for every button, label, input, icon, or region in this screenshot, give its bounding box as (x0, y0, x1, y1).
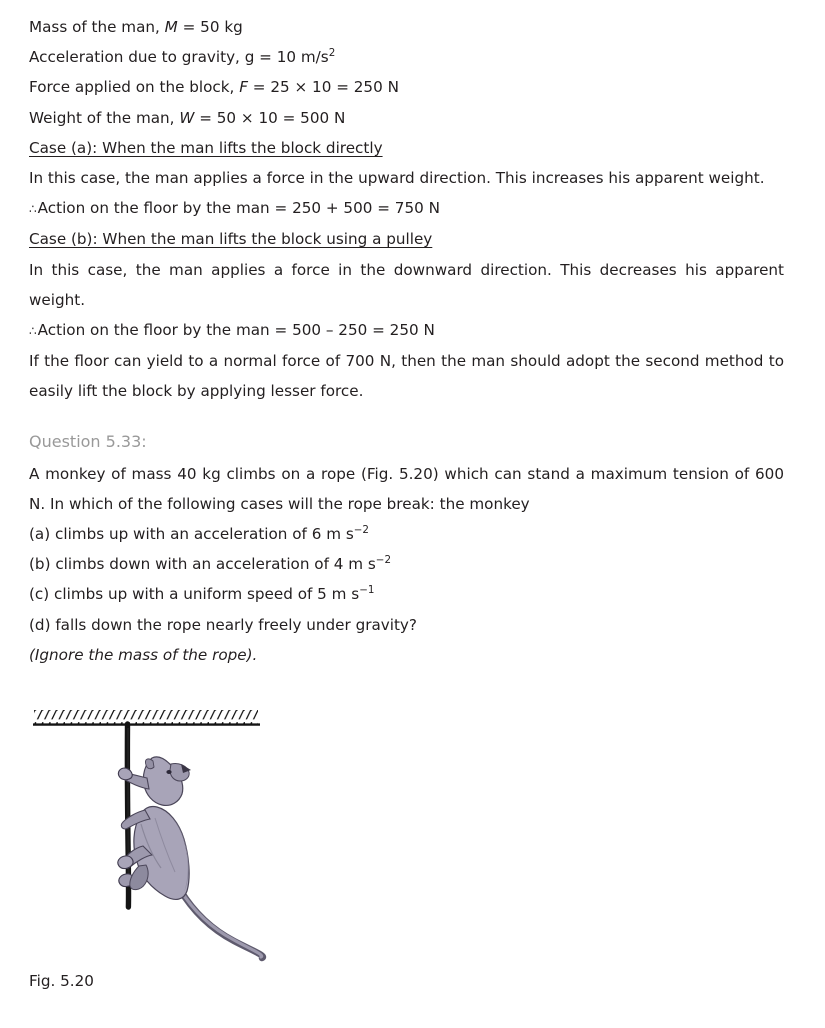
monkey-eye (166, 770, 171, 774)
therefore-icon-b: ∴ (29, 324, 37, 339)
therefore-icon-a: ∴ (29, 202, 37, 217)
case-b-heading: Case (b): When the man lifts the block using a pulley (29, 230, 433, 249)
figure-5-20 (29, 706, 369, 974)
case-b-result-row (29, 315, 784, 346)
option-b-exponent: −2 (375, 554, 392, 567)
case-b-heading-row (29, 224, 784, 254)
option-a-text: climbs up with an acceleration of 6 m s (55, 525, 354, 544)
question-heading: Question 5.33: (29, 431, 147, 451)
symbol-W: W (179, 108, 195, 127)
given-line-force (29, 72, 784, 102)
gravity-exponent: 2 (328, 47, 336, 60)
case-b-result: Action on the floor by the man = 500 – 250 = 250 N (37, 321, 435, 340)
monkey-ear (145, 759, 154, 769)
case-a-heading-row (29, 133, 784, 163)
question-note-text: (Ignore the mass of the rope). (29, 645, 258, 664)
given-line-gravity (29, 42, 784, 72)
monkey-hind-limb (130, 865, 148, 890)
given-mass-post: = 50 kg (177, 18, 243, 36)
question-option-a (29, 519, 784, 549)
given-force-pre: Force applied on the block, (29, 78, 240, 97)
figure-caption: Fig. 5.20 (29, 972, 94, 990)
option-b-text: climbs down with an acceleration of 4 m s (55, 555, 376, 574)
question-option-d (29, 610, 784, 640)
monkey-climbing-rope-icon (118, 757, 263, 958)
given-weight-pre: Weight of the man, (29, 108, 180, 127)
hatched-ceiling-icon (33, 710, 260, 725)
option-d-text: falls down the rope nearly freely under gravity? (55, 615, 417, 634)
given-mass-pre: Mass of the man, (29, 18, 165, 36)
case-a-result: Action on the floor by the man = 250 + 500 = 750 N (37, 199, 440, 218)
option-c-key: (c) (29, 585, 50, 604)
option-a-exponent: −2 (353, 523, 369, 536)
option-d-key: (d) (29, 615, 51, 634)
case-b-body: In this case, the man applies a force in the downward direction. This decreases his apparent weight. (29, 260, 784, 309)
question-note (29, 640, 784, 670)
given-force-post: = 25 × 10 = 250 N (247, 78, 399, 97)
question-option-c (29, 579, 784, 609)
monkey-foot (118, 856, 133, 869)
conclusion-paragraph: If the floor can yield to a normal force of 700 N, then the man should adopt the second method to easily lift the block by applying lesser force. (29, 352, 784, 401)
option-b-key: (b) (29, 555, 51, 574)
option-a-key: (a) (29, 525, 51, 544)
case-a-result-row (29, 193, 784, 224)
option-c-text: climbs up with a uniform speed of 5 m s (54, 585, 360, 604)
case-a-body: In this case, the man applies a force in the upward direction. This increases his apparent weight. (29, 169, 765, 188)
question-stem: A monkey of mass 40 kg climbs on a rope (Fig. 5.20) which can stand a maximum tension of 600 N. In which of the following cases will the rope break: the monkey (29, 464, 784, 513)
case-a-heading: Case (a): When the man lifts the block directly (29, 138, 383, 157)
given-line-mass (29, 12, 784, 42)
option-c-exponent: −1 (359, 584, 375, 597)
monkey-muzzle (170, 763, 189, 781)
symbol-F: F (239, 78, 248, 97)
given-line-weight (29, 103, 784, 133)
monkey-tail-icon (179, 888, 263, 958)
question-option-b (29, 549, 784, 579)
document-body (29, 12, 784, 670)
symbol-M: M (164, 18, 178, 36)
given-weight-post: = 50 × 10 = 500 N (194, 108, 346, 127)
monkey-upper-hand (118, 768, 132, 780)
given-gravity-text: Acceleration due to gravity, g = 10 m/s (29, 48, 329, 67)
